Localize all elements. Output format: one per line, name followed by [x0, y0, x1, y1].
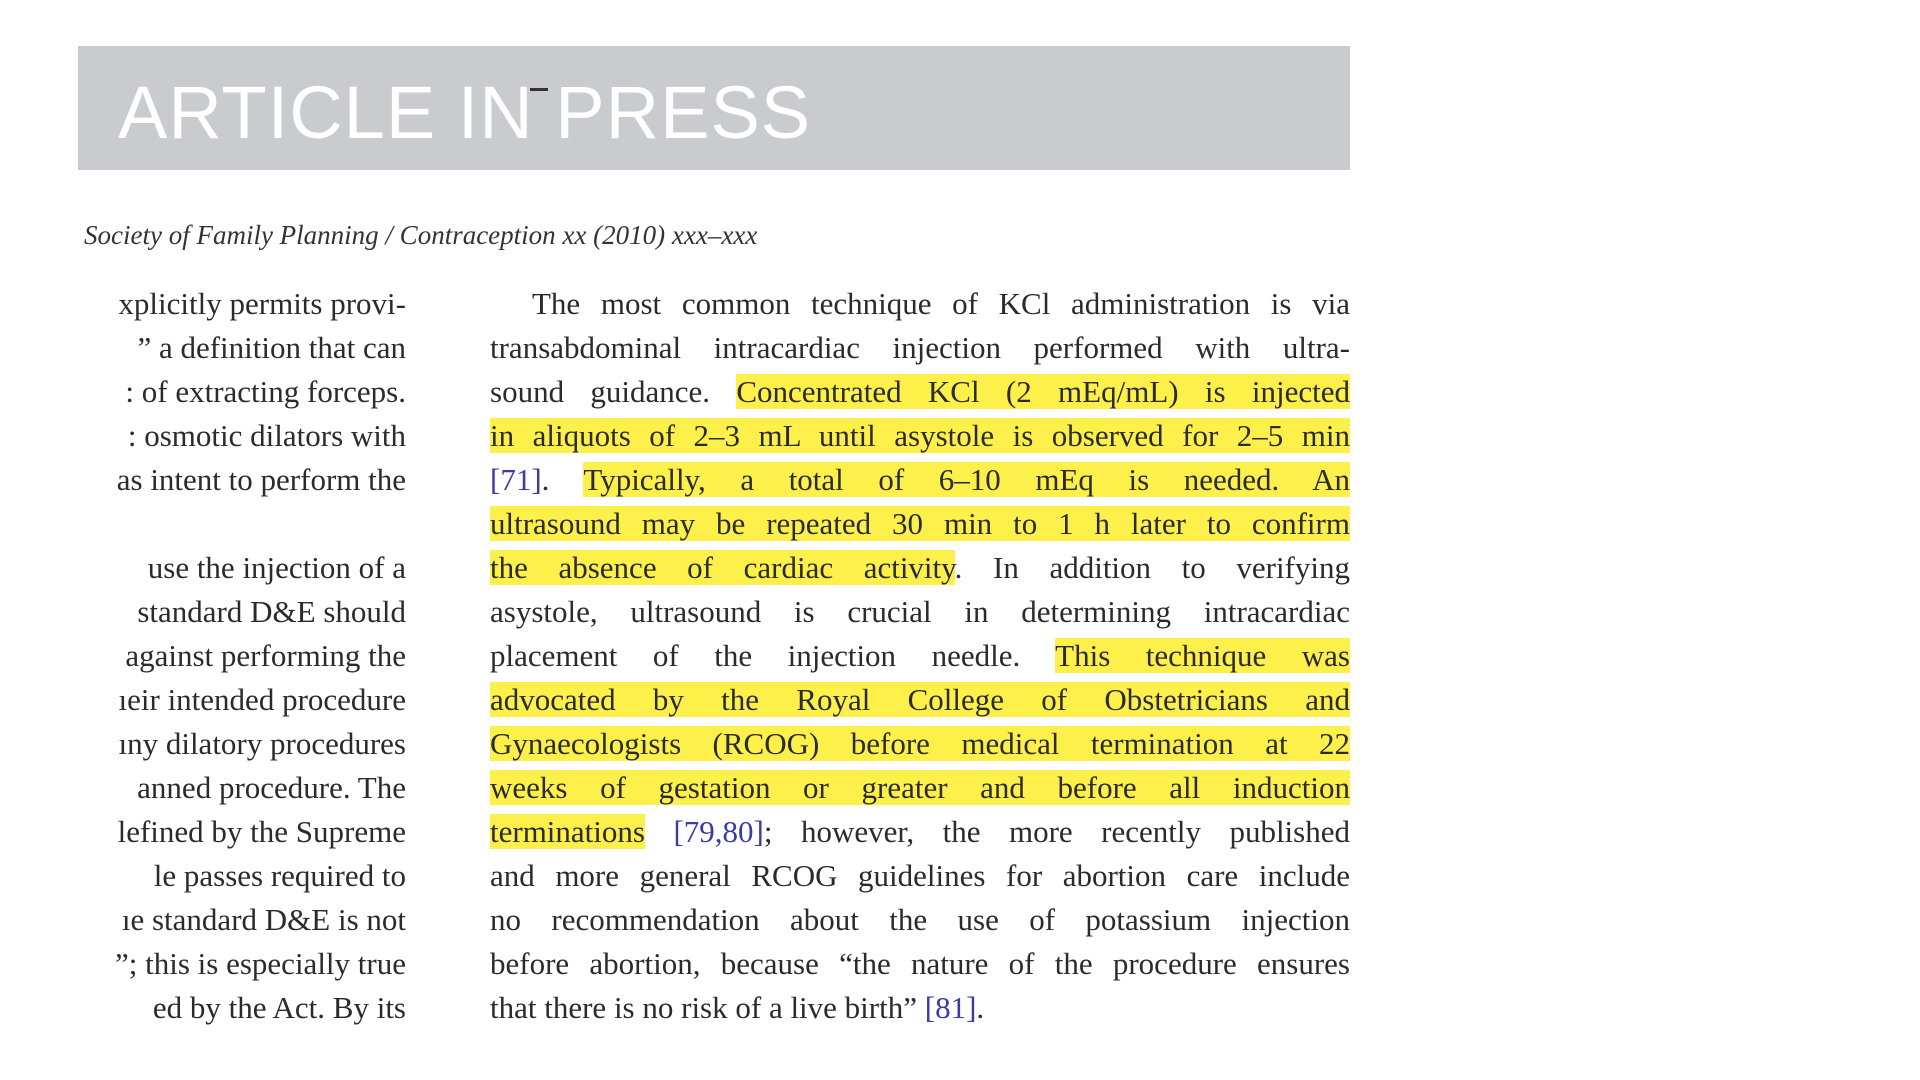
reference-link[interactable]: [79,80]	[673, 814, 764, 849]
article-in-press-banner	[78, 46, 1350, 170]
highlighted-text: the absence of cardiac activity	[490, 550, 955, 585]
right-line	[490, 810, 1350, 854]
right-line	[490, 326, 1350, 370]
highlighted-text: ultrasound may be repeated 30 min to 1 h later to confirm	[490, 506, 1350, 541]
right-line	[490, 282, 1350, 326]
left-line: : osmotic dilators with	[127, 418, 406, 453]
left-line: ıny dilatory procedures	[118, 726, 406, 761]
right-line	[490, 414, 1350, 458]
right-line	[490, 898, 1350, 942]
text-span: .	[541, 462, 584, 497]
right-line	[490, 590, 1350, 634]
left-line: against performing the	[125, 638, 406, 673]
right-line	[490, 722, 1350, 766]
left-text-column	[76, 282, 406, 1042]
highlighted-text: weeks of gestation or greater and before all induction	[490, 770, 1350, 805]
right-line	[490, 986, 1350, 1030]
reference-link[interactable]: [81]	[924, 990, 977, 1025]
right-line	[490, 854, 1350, 898]
text-span: The most common technique of KCl administration is via	[532, 286, 1350, 321]
left-line: le passes required to	[153, 858, 406, 893]
right-line	[490, 766, 1350, 810]
highlighted-text: Gynaecologists (RCOG) before medical termination at 22	[490, 726, 1350, 761]
right-line	[490, 546, 1350, 590]
left-line: anned procedure. The	[137, 770, 406, 805]
left-line: lefined by the Supreme	[117, 814, 406, 849]
highlighted-text: terminations	[490, 814, 645, 849]
right-line	[490, 634, 1350, 678]
text-span: and more general RCOG guidelines for abortion care include	[490, 858, 1350, 893]
left-line: ed by the Act. By its	[152, 990, 406, 1025]
left-line: use the injection of a	[147, 550, 406, 585]
column-crop-edge	[76, 282, 102, 1042]
text-span: .	[976, 990, 985, 1025]
highlighted-text: This technique was	[1055, 638, 1350, 673]
highlighted-text: advocated by the Royal College of Obstetricians and	[490, 682, 1350, 717]
text-span: transabdominal intracardiac injection performed with ultra-	[490, 330, 1350, 365]
text-span: before abortion, because “the nature of the procedure ensures	[490, 946, 1350, 981]
text-span: ; however, the more recently published	[763, 814, 1350, 849]
text-span: asystole, ultrasound is crucial in determining intracardiac	[490, 594, 1350, 629]
right-line	[490, 678, 1350, 722]
text-span: placement of the injection needle.	[490, 638, 1056, 673]
text-span: . In addition to verifying	[954, 550, 1350, 585]
right-line	[490, 370, 1350, 414]
highlighted-text: Concentrated KCl (2 mEq/mL) is injected	[736, 374, 1350, 409]
left-line: ” a definition that can	[137, 330, 406, 365]
right-line	[490, 502, 1350, 546]
left-line: xplicitly permits provi-	[118, 286, 406, 321]
highlighted-text: in aliquots of 2–3 mL until asystole is observed for 2–5 min	[490, 418, 1350, 453]
right-line	[490, 458, 1350, 502]
left-line: as intent to perform the	[116, 462, 406, 497]
left-line: : of extracting forceps.	[125, 374, 406, 409]
journal-header: Society of Family Planning / Contraception xx (2010) xxx–xxx	[84, 220, 758, 250]
right-line	[490, 942, 1350, 986]
text-span: that there is no risk of a live birth”	[490, 990, 925, 1025]
highlighted-text: Typically, a total of 6–10 mEq is needed. An	[583, 462, 1350, 497]
left-line: standard D&E should	[137, 594, 406, 629]
banner-title: ARTICLE IN PRESS	[118, 71, 812, 154]
left-line: ıe standard D&E is not	[121, 902, 406, 937]
left-line: ıeir intended procedure	[118, 682, 406, 717]
text-span: no recommendation about the use of potassium injection	[490, 902, 1350, 937]
right-text-column	[490, 282, 1350, 1042]
text-span: sound guidance.	[490, 374, 737, 409]
left-line: ”; this is especially true	[115, 946, 406, 981]
reference-link[interactable]: [71]	[490, 462, 542, 497]
